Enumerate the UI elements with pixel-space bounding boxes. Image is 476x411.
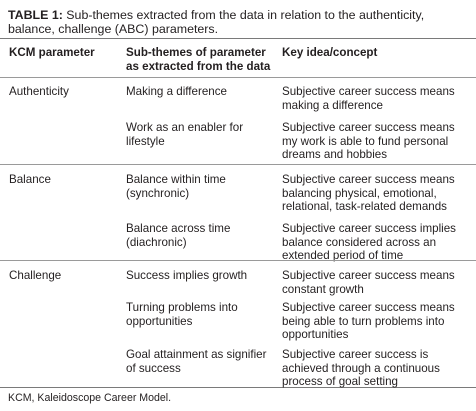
subtheme-cell: Goal attainment as signifier of success: [126, 348, 267, 375]
table-header-row: [0, 39, 476, 78]
table-caption-text: Sub-themes extracted from the data in relation to the authenticity, balance, challenge (ABC) parameters.: [8, 8, 425, 36]
idea-cell: Subjective career success means balancing physical, emotional, relational, task-related demands: [282, 173, 455, 213]
subtheme-cell: Balance across time (diachronic): [126, 222, 231, 249]
table-caption: [8, 9, 470, 36]
idea-cell: Subjective career success means making a difference: [282, 85, 455, 112]
subtheme-cell: Turning problems into opportunities: [126, 301, 238, 328]
parameter-cell: Challenge: [9, 269, 62, 282]
header-key-idea: Key idea/concept: [282, 46, 378, 59]
subtheme-cell: Work as an enabler for lifestyle: [126, 121, 244, 148]
group-balance: [0, 164, 476, 261]
abc-table: [0, 38, 476, 388]
idea-cell: Subjective career success means constant growth: [282, 269, 455, 296]
table-caption-label: TABLE 1:: [8, 8, 63, 22]
header-kcm-parameter: KCM parameter: [9, 46, 95, 59]
table-footnote: KCM, Kaleidoscope Career Model.: [8, 392, 172, 404]
idea-cell: Subjective career success means my work is able to fund personal dreams and hobbies: [282, 121, 455, 161]
idea-cell: Subjective career success means being able to turn problems into opportunities: [282, 301, 455, 341]
parameter-cell: Balance: [9, 173, 51, 186]
group-challenge: [0, 260, 476, 388]
idea-cell: Subjective career success is achieved through a continuous process of goal setting: [282, 348, 440, 388]
group-authenticity: [0, 77, 476, 164]
header-sub-themes: Sub-themes of parameter as extracted from the data: [126, 46, 271, 73]
idea-cell: Subjective career success implies balance considered across an extended period of time: [282, 222, 456, 262]
subtheme-cell: Success implies growth: [126, 269, 248, 282]
parameter-cell: Authenticity: [9, 85, 69, 98]
subtheme-cell: Making a difference: [126, 85, 227, 98]
subtheme-cell: Balance within time (synchronic): [126, 173, 226, 200]
